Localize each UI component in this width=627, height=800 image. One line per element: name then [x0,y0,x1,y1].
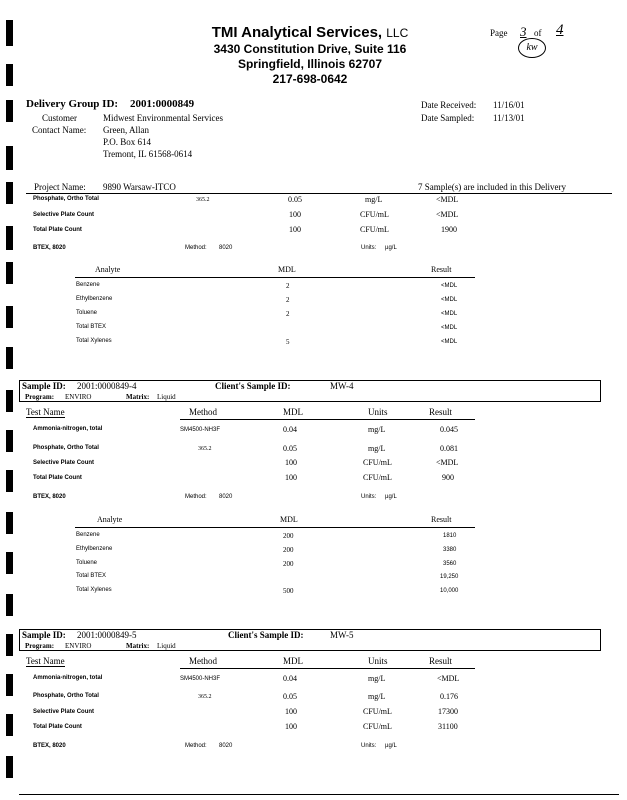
delivery-group-label: Delivery Group ID: [26,98,119,110]
btex-method: 8020 [219,494,233,500]
analyte-mdl: 200 [283,560,294,568]
btex-units: µg/L [385,245,397,251]
analyte-mdl: 500 [283,587,294,595]
analyte-name: Benzene [76,282,100,288]
test-mdl: 100 [285,707,297,716]
sample-4-id-label: Sample ID: [22,381,66,391]
company-title: TMI Analytical Services, [211,24,383,41]
analyte-result: 3380 [443,547,457,553]
page-number: 3 [520,24,527,39]
btex-label: BTEX, 8020 [33,245,66,251]
test-result: 0.176 [440,692,458,701]
btex-units-label: Units: [361,743,377,749]
test-name: Selective Plate Count [33,212,95,218]
margin-mark [6,470,13,492]
test-result: 0.081 [440,444,458,453]
test-name: Ammonia-nitrogen, total [33,675,103,681]
btex-label: BTEX, 8020 [33,743,66,749]
sample-4-client-label: Client's Sample ID: [215,381,291,391]
test-name: Total Plate Count [33,475,82,481]
project-divider [26,193,612,194]
analyte-name: Total BTEX [76,324,107,330]
analyte-name: Total Xylenes [76,338,112,344]
date-sampled-label: Date Sampled: [421,113,475,123]
units-header: Units [368,656,388,666]
sample-4-matrix: Liquid [157,393,176,401]
test-method: SM4500-NH3F [180,427,221,433]
page-total: 4 [556,22,564,38]
company-address-2: Springfield, Illinois 62707 [237,57,383,71]
test-units: CFU/mL [363,458,392,467]
btex-method: 8020 [219,743,233,749]
sample-5-client-id: MW-5 [330,630,354,640]
test-result: 31100 [438,722,458,731]
page-bottom-rule [19,794,619,795]
analyte-mdl: 200 [283,532,294,540]
test-name: Total Plate Count [33,227,82,233]
test-mdl: 100 [285,458,297,467]
test-result: <MDL [436,458,459,467]
analyte-result: <MDL [441,339,458,345]
analyte-result: 1810 [443,533,457,539]
test-mdl: 100 [285,473,297,482]
test-method: 365.2 [196,197,210,203]
date-sampled: 11/13/01 [493,113,525,123]
margin-mark [6,100,13,122]
test-result: <MDL [436,195,459,204]
page-label: Page [490,28,508,38]
analyte-header-rule [75,277,475,278]
margin-mark [6,182,13,204]
test-header-rule [180,668,475,669]
sample-5-program-label: Program: [25,642,55,650]
test-mdl: 0.04 [283,425,297,434]
sample-4-program-label: Program: [25,393,55,401]
analyte-result-header: Result [431,515,452,524]
analyte-header: Analyte [95,265,121,274]
project-name: 9890 Warsaw-ITCO [103,182,176,192]
test-units: mg/L [368,674,386,683]
analyte-result: 10,000 [440,588,459,594]
test-method: SM4500-NH3F [180,676,221,682]
sample-4-id: 2001:0000849-4 [77,381,137,391]
margin-mark [6,347,13,369]
sample-4-program: ENVIRO [65,393,92,401]
test-header-rule [180,419,475,420]
analyte-name: Total BTEX [76,573,107,579]
test-method: 365.2 [198,446,212,452]
mdl-header: MDL [283,656,303,666]
units-header: Units [368,407,388,417]
company-suffix: LLC [386,26,409,40]
analyte-mdl: 2 [286,296,290,304]
sample-5-id-label: Sample ID: [22,630,66,640]
analyte-header-rule [75,527,475,528]
analyte-result: 3560 [443,561,457,567]
margin-mark [6,512,13,534]
analyte-mdl: 2 [286,310,290,318]
sample-5-program: ENVIRO [65,642,92,650]
analyte-mdl: 2 [286,282,290,290]
analyte-name: Benzene [76,532,100,538]
contact-label: Contact Name: [32,125,87,135]
btex-method: 8020 [219,245,233,251]
test-units: mg/L [368,692,386,701]
result-header: Result [429,656,453,666]
test-mdl: 100 [285,722,297,731]
analyte-result-header: Result [431,265,452,274]
test-units: mg/L [368,425,386,434]
test-units: CFU/mL [363,722,392,731]
margin-mark [6,262,13,284]
btex-method-label: Method: [185,245,207,251]
btex-units-label: Units: [361,245,377,251]
test-units: mg/L [368,444,386,453]
test-mdl: 0.05 [288,195,302,204]
project-label: Project Name: [34,182,86,192]
test-units: CFU/mL [360,210,389,219]
analyte-name: Ethylbenzene [76,546,113,552]
test-name-header: Test Name [26,407,65,417]
analyte-header: Analyte [97,515,123,524]
test-units: CFU/mL [363,473,392,482]
test-result: 0.045 [440,425,458,434]
contact-city: Tremont, IL 61568-0614 [103,149,193,159]
test-units: CFU/mL [363,707,392,716]
margin-mark [6,756,13,778]
sample-5-id: 2001:0000849-5 [77,630,137,640]
date-received-label: Date Received: [421,100,477,110]
margin-mark [6,634,13,656]
test-method: 365.2 [198,694,212,700]
contact-address: P.O. Box 614 [103,137,152,147]
btex-units: µg/L [385,494,397,500]
test-name: Phosphate, Ortho Total [33,693,99,699]
company-name [150,24,470,41]
test-result: 900 [442,473,454,482]
btex-method-label: Method: [185,743,207,749]
test-units: mg/L [365,195,383,204]
analyte-name: Total Xylenes [76,587,112,593]
margin-mark [6,226,13,250]
sample-5-matrix: Liquid [157,642,176,650]
method-header: Method [189,407,217,417]
test-mdl: 100 [289,225,301,234]
margin-mark [6,20,13,46]
sample-4-client-id: MW-4 [330,381,354,391]
analyte-result: <MDL [441,283,458,289]
method-header: Method [189,656,217,666]
analyte-mdl-header: MDL [278,265,296,274]
margin-mark [6,594,13,616]
company-phone: 217-698-0642 [272,72,348,86]
analyte-result: <MDL [441,297,458,303]
analyte-mdl: 5 [286,338,290,346]
contact-name: Green, Allan [103,125,149,135]
test-mdl: 0.05 [283,444,297,453]
margin-mark [6,306,13,328]
btex-units: µg/L [385,743,397,749]
company-address-1: 3430 Constitution Drive, Suite 116 [213,42,407,56]
test-name: Selective Plate Count [33,460,95,466]
customer-label: Customer [42,113,77,123]
btex-units-label: Units: [361,494,377,500]
samples-note: 7 Sample(s) are included in this Delivery [418,182,566,192]
test-result: <MDL [436,210,459,219]
sample-5-matrix-label: Matrix: [126,642,150,650]
analyte-mdl-header: MDL [280,515,298,524]
mdl-header: MDL [283,407,303,417]
test-mdl: 100 [289,210,301,219]
page-of: of [534,28,542,38]
test-result: 17300 [438,707,458,716]
test-units: CFU/mL [360,225,389,234]
margin-mark [6,64,13,86]
test-name-header: Test Name [26,656,65,666]
margin-mark [6,552,13,574]
analyte-mdl: 200 [283,546,294,554]
sample-5-client-label: Client's Sample ID: [228,630,304,640]
btex-method-label: Method: [185,494,207,500]
analyte-name: Ethylbenzene [76,296,113,302]
analyte-name: Toluene [76,310,98,316]
analyte-result: <MDL [441,325,458,331]
date-received: 11/16/01 [493,100,525,110]
test-result: <MDL [437,674,460,683]
test-name: Selective Plate Count [33,709,95,715]
margin-mark [6,674,13,696]
test-name: Phosphate, Ortho Total [33,196,99,202]
initials-stamp: kw [518,38,546,58]
delivery-group-id: 2001:0000849 [130,98,195,110]
test-mdl: 0.05 [283,692,297,701]
test-mdl: 0.04 [283,674,297,683]
analyte-result: <MDL [441,311,458,317]
result-header: Result [429,407,453,417]
margin-mark [6,146,13,170]
margin-mark [6,390,13,412]
test-result: 1900 [441,225,457,234]
margin-mark [6,714,13,736]
sample-4-matrix-label: Matrix: [126,393,150,401]
margin-mark [6,430,13,452]
test-name: Total Plate Count [33,724,82,730]
analyte-result: 19,250 [440,574,459,580]
customer-name: Midwest Environmental Services [103,113,223,123]
test-name: Phosphate, Ortho Total [33,445,99,451]
btex-label: BTEX, 8020 [33,494,66,500]
test-name: Ammonia-nitrogen, total [33,426,103,432]
analyte-name: Toluene [76,560,98,566]
